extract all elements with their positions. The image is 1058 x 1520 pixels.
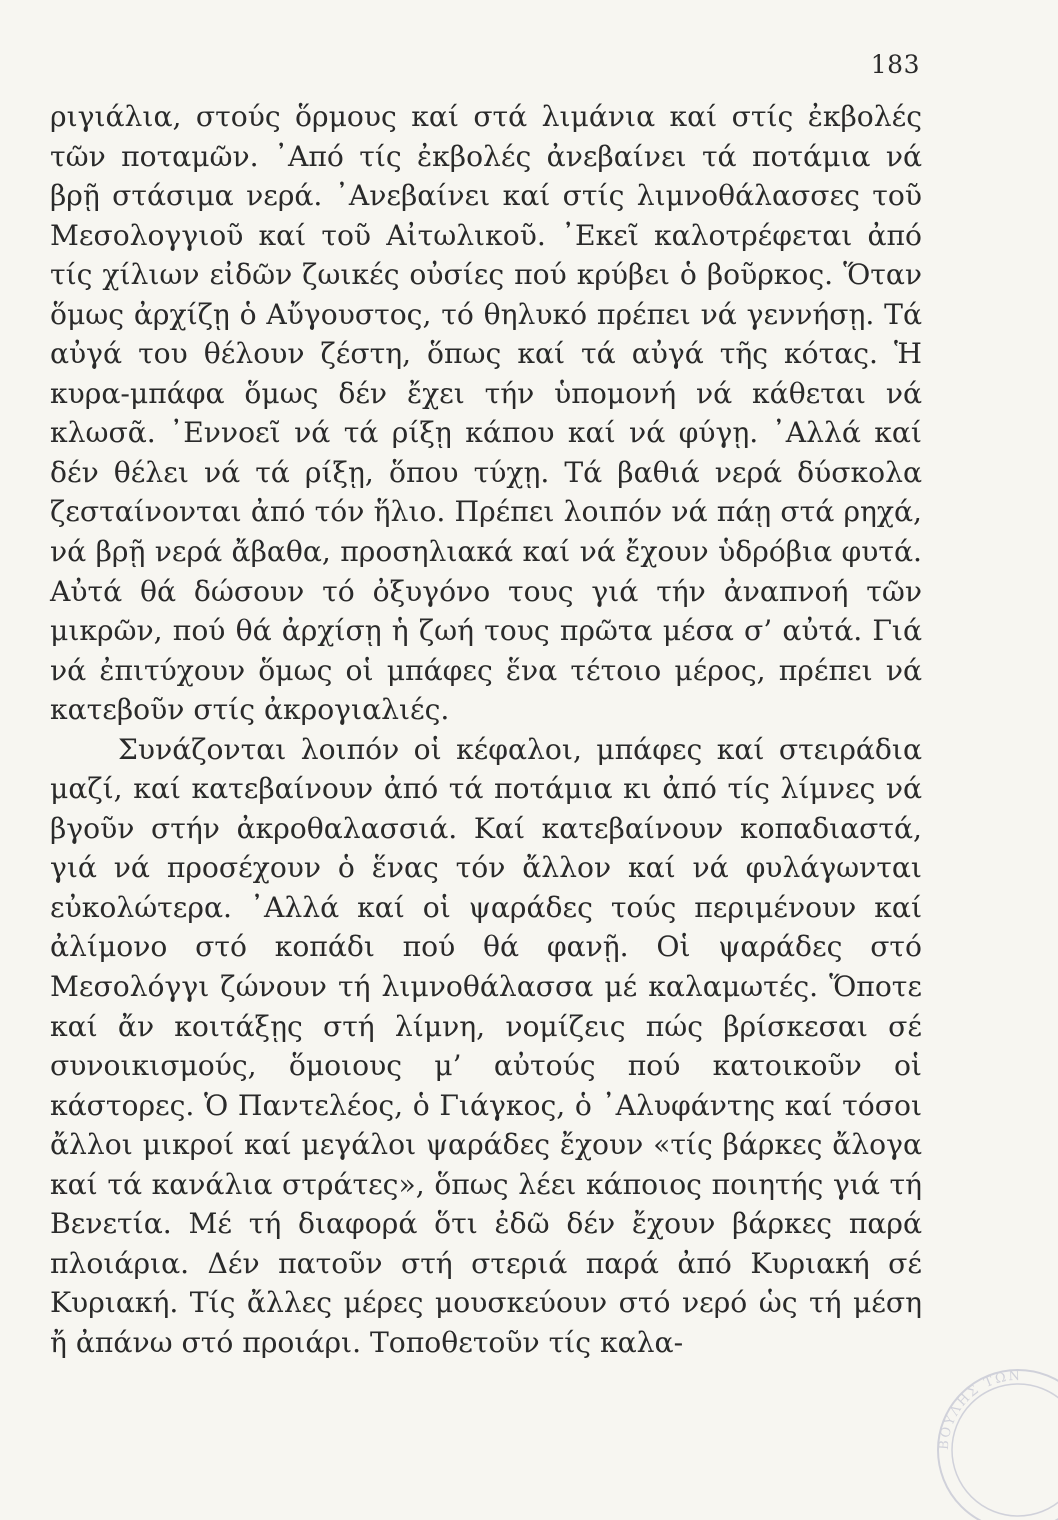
body-text: [50, 97, 922, 1363]
paragraph-2: Συνάζονται λοιπόν οἱ κέφαλοι, μπάφες καί στειράδια μαζί, καί κατεβαίνουν ἀπό τά ποτάμια κι ἀπό τίς λίμνες νά βγοῦν στήν ἀκροθαλασσιά. Καί κατεβαίνουν κοπαδιαστά, γιά νά προσέχουν ὁ ἕνας τόν ἄλλον καί νά φυλάγωνται εὐκολώτερα. ᾿Αλλά καί οἱ ψαράδες τούς περιμένουν καί ἀλίμονο στό κοπάδι πού θά φανῇ. Οἱ ψαράδες στό Μεσολόγγι ζώνουν τή λιμνοθάλασσα μέ καλαμωτές. Ὅποτε καί ἄν κοιτάξῃς στή λίμνη, νομίζεις πώς βρίσκεσαι σέ συνοικισμούς, ὅμοιους μ’ αὐτούς πού κατοικοῦν οἱ κάστορες. Ὁ Παντελέος, ὁ Γιάγκος, ὁ ᾿Αλυφάντης καί τόσοι ἄλλοι μικροί καί μεγάλοι ψαράδες ἔχουν «τίς βάρκες ἄλογα καί τά κανάλια στράτες», ὅπως λέει κάποιος ποιητής γιά τή Βενετία. Μέ τή διαφορά ὅτι ἐδῶ δέν ἔχουν βάρκες παρά πλοιάρια. Δέν πατοῦν στή στεριά παρά ἀπό Κυριακή σέ Κυριακή. Τίς ἄλλες μέρες μουσκεύουν στό νερό ὡς τή μέση ἤ ἀπάνω στό προιάρι. Τοποθετοῦν τίς καλα-: [50, 732, 922, 1359]
page-number: 183: [870, 50, 920, 79]
library-stamp-icon: [918, 1350, 1058, 1520]
svg-text:ΒΟΥΛΗΣ ΤΩΝ: [937, 1369, 1022, 1451]
paragraph-1: ριγιάλια, στούς ὅρμους καί στά λιμάνια καί στίς ἐκβολές τῶν ποταμῶν. ᾿Από τίς ἐκβολές ἀνεβαίνει τά ποτάμια νά βρῇ στάσιμα νερά. ᾿Ανεβαίνει καί στίς λιμνοθάλασσες τοῦ Μεσολογγιοῦ καί τοῦ Αἰτωλικοῦ. ᾿Εκεῖ καλοτρέφεται ἀπό τίς χίλιων εἰδῶν ζωικές οὐσίες πού κρύβει ὁ βοῦρκος. Ὅταν ὅμως ἀρχίζῃ ὁ Αὔγουστος, τό θηλυκό πρέπει νά γεννήσῃ. Τά αὐγά του θέλουν ζέστη, ὅπως καί τά αὐγά τῆς κότας. Ἡ κυρα-μπάφα ὅμως δέν ἔχει τήν ὑπομονή νά κάθεται νά κλωσᾶ. ᾿Εννοεῖ νά τά ρίξῃ κάπου καί νά φύγῃ. ᾿Αλλά καί δέν θέλει νά τά ρίξῃ, ὅπου τύχῃ. Τά βαθιά νερά δύσκολα ζεσταίνονται ἀπό τόν ἥλιο. Πρέπει λοιπόν νά πάῃ στά ρηχά, νά βρῇ νερά ἄβαθα, προσηλιακά καί νά ἔχουν ὑδρόβια φυτά. Αὐτά θά δώσουν τό ὀξυγόνο τους γιά τήν ἀναπνοή τῶν μικρῶν, πού θά ἀρχίσῃ ἡ ζωή τους πρῶτα μέσα σ’ αὐτά. Γιά νά ἐπιτύχουν ὅμως οἱ μπάφες ἕνα τέτοιο μέρος, πρέπει νά κατεβοῦν στίς ἀκρογιαλιές.: [50, 100, 922, 727]
stamp-text: ΒΟΥΛΗΣ ΤΩΝ: [936, 1368, 1023, 1451]
